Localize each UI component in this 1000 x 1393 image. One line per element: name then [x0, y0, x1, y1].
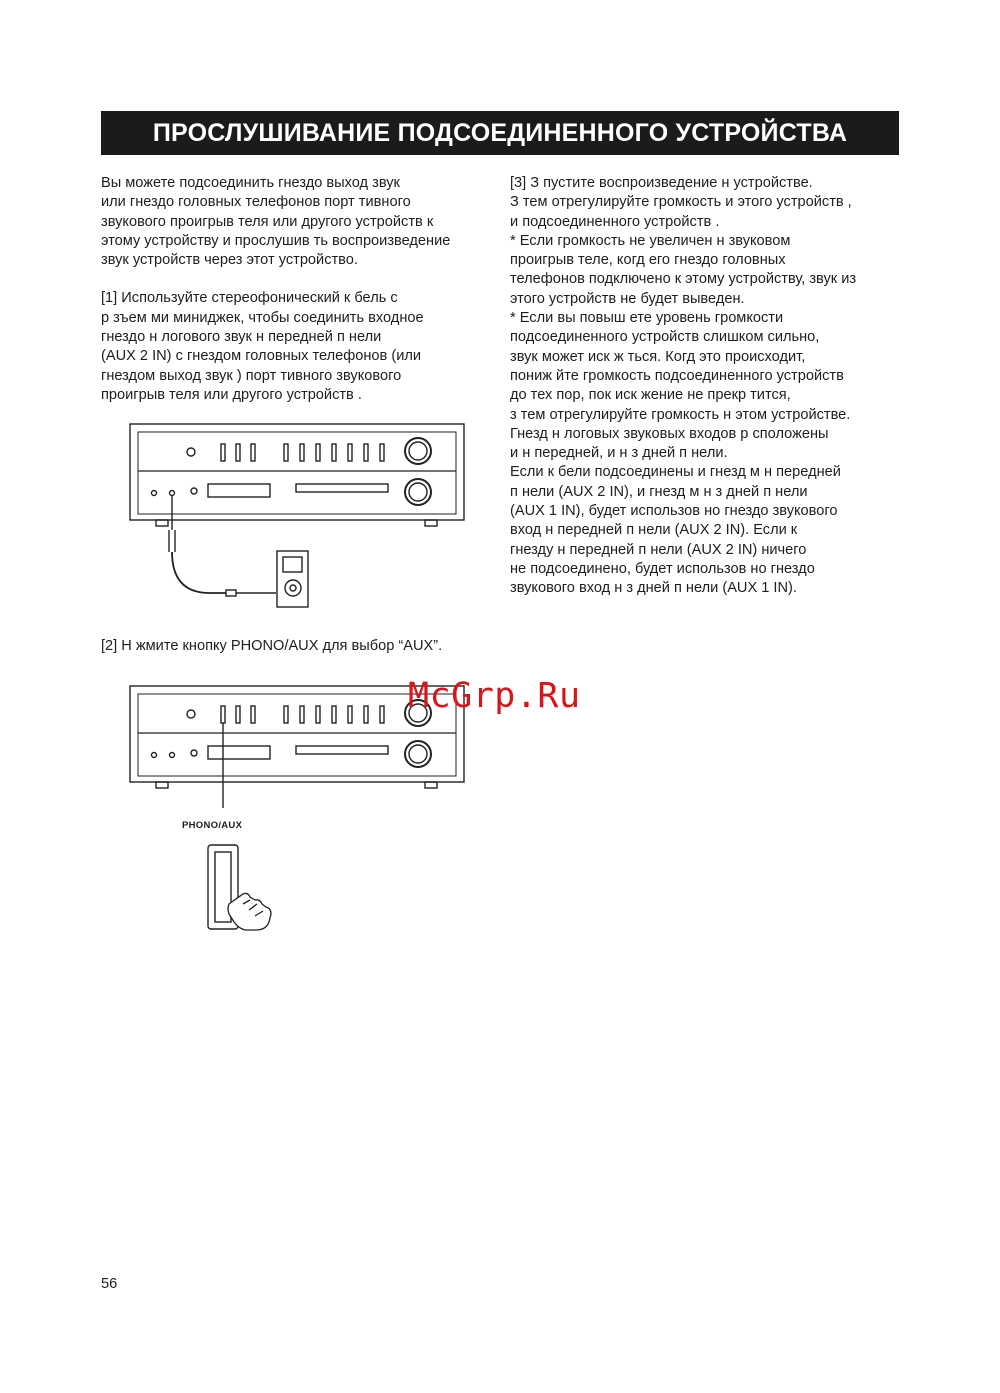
text-line: звукового проигрыв теля или другого устройств к [101, 213, 434, 230]
text-line: до тех пор, пок иск жение не прекр тится, [510, 387, 791, 404]
text-line: * Если вы повыш ете уровень громкости [510, 310, 784, 327]
intro-paragraph [101, 174, 501, 270]
text-line: и подсоединенного устройств . [510, 213, 720, 230]
text-line: (AUX 1 IN), будет использов но гнездо звукового [510, 503, 838, 520]
left-column [101, 174, 501, 405]
text-line: гнезду н передней п нели (AUX 2 IN) ничего [510, 541, 807, 558]
note3-paragraph [510, 425, 910, 599]
text-line: (AUX 2 IN) с гнездом головных телефонов (или [101, 348, 422, 365]
phono-aux-diagram [128, 682, 468, 942]
text-line: гнездо н логового звук н передней п нели [101, 329, 382, 346]
text-line: р зъем ми миниджек, чтобы соединить входное [101, 309, 424, 326]
text-line: Если к бели подсоединены и гнезд м н передней [510, 464, 841, 481]
watermark: McGrp.Ru [408, 676, 581, 716]
text-line: звукового вход н з дней п нели (AUX 1 IN). [510, 580, 797, 597]
text-line: или гнездо головных телефонов порт тивного [101, 194, 411, 211]
text-line: этого устройств не будет выведен. [510, 290, 745, 307]
text-line: этому устройству и прослушив ть воспроизведение [101, 232, 451, 249]
text-line: пониж йте громкость подсоединенного устройств [510, 367, 844, 384]
connection-diagram [128, 420, 468, 610]
text-line: [3] З пустите воспроизведение н устройстве. [510, 175, 813, 191]
page-number: 56 [101, 1276, 118, 1292]
note1-paragraph [510, 232, 910, 309]
text-line: телефонов подключено к этому устройству, звук из [510, 271, 857, 288]
text-line: вход н передней п нели (AUX 2 IN). Если к [510, 522, 798, 539]
text-line: [1] Используйте стереофонический к бель с [101, 290, 398, 307]
text-line: проигрыв теле, когд его гнездо головных [510, 252, 786, 269]
text-line: не подсоединено, будет использов но гнездо [510, 560, 815, 577]
text-line: гнездом выход звук ) порт тивного звукового [101, 367, 402, 384]
phono-aux-label: PHONO/AUX [182, 820, 243, 831]
right-column [510, 174, 910, 599]
text-line: звук может иск ж ться. Когд это происходит, [510, 348, 806, 365]
text-line: Гнезд н логовых звуковых входов р сположены [510, 425, 829, 442]
step2-text: [2] Н жмите кнопку PHONO/AUX для выбор “AUX”. [101, 638, 443, 654]
text-line: Вы можете подсоединить гнездо выход звук [101, 175, 400, 191]
text-line: п нели (AUX 2 IN), и гнезд м н з дней п нели [510, 483, 808, 500]
step1-paragraph [101, 289, 501, 405]
text-line: * Если громкость не увеличен н звуковом [510, 232, 791, 249]
hand-pointer-icon [228, 893, 271, 930]
note2-paragraph [510, 309, 910, 425]
text-line: подсоединенного устройств слишком сильно, [510, 329, 820, 346]
page-title: ПРОСЛУШИВАНИЕ ПОДСОЕДИНЕННОГО УСТРОЙСТВА [101, 111, 899, 155]
step3-paragraph [510, 174, 910, 232]
text-line: и н передней, и н з дней п нели. [510, 445, 728, 462]
text-line: проигрыв теля или другого устройств . [101, 386, 362, 403]
portable-player [277, 551, 308, 607]
text-line: з тем отрегулируйте громкость н этом устройстве. [510, 406, 851, 423]
text-line: З тем отрегулируйте громкость и этого устройств , [510, 194, 852, 211]
text-line: звук устройств через этот устройство. [101, 252, 358, 269]
